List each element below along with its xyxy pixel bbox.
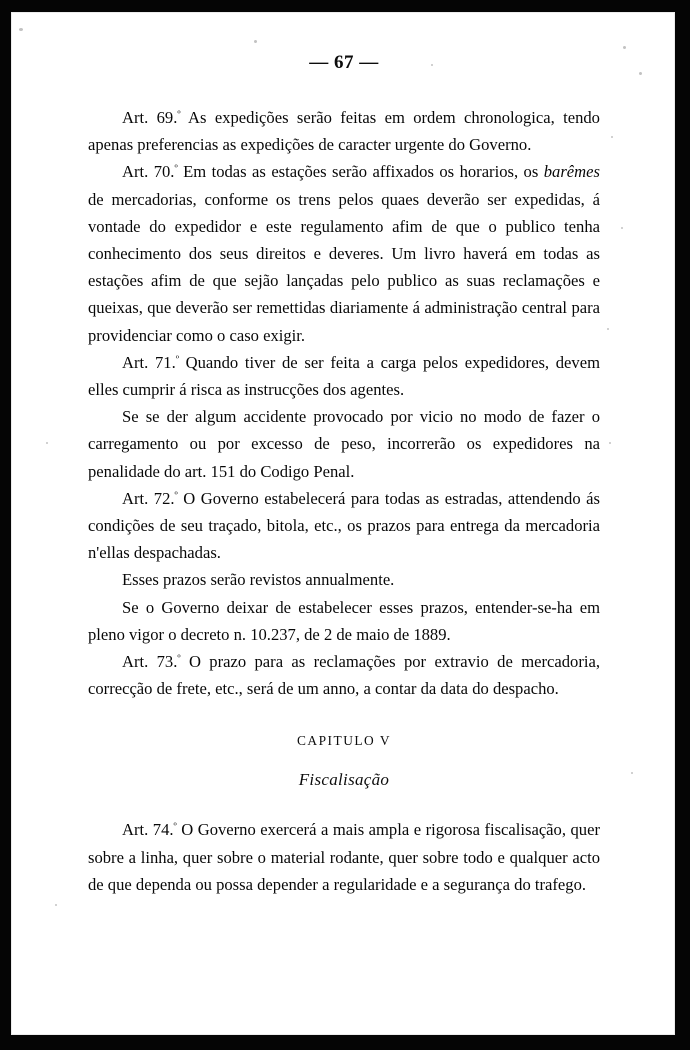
- ordinal-marker-72: º: [174, 490, 178, 502]
- paragraph-text-70-before-italic: Em todas as estações serão affixados os horarios, os: [177, 162, 544, 182]
- scan-speckle: [46, 442, 48, 444]
- chapter-label: CAPITULO V: [297, 733, 391, 749]
- text-column: [88, 52, 600, 898]
- scan-speckle: [609, 442, 611, 444]
- paragraph-art-70: [88, 158, 600, 348]
- scan-speckle: [639, 72, 642, 75]
- article-label-73: Art. 73.: [122, 652, 178, 672]
- paragraph-text-71: Quando tiver de ser feita a carga pelos expedidores, devem elles cumprir á risca as instrucções dos agentes.: [88, 352, 600, 400]
- page-sheet: [11, 12, 675, 1035]
- paragraph-text-revistos: Esses prazos serão revistos annualmente.: [122, 570, 395, 590]
- italic-term-baremes: barêmes: [543, 162, 600, 182]
- paragraph-art-74: [88, 816, 600, 898]
- chapter-title: Fiscalisação: [298, 770, 390, 790]
- article-label-71: Art. 71.: [122, 352, 176, 372]
- ordinal-marker-71: º: [175, 354, 179, 366]
- scan-speckle: [611, 136, 613, 138]
- ordinal-marker-69: º: [177, 109, 181, 121]
- paragraph-text-74: O Governo exercerá a mais ampla e rigorosa fiscalisação, quer sobre a linha, quer sobre o material rodante, quer sobre todo e qualquer acto de que dependa ou possa depender a regularidade e a segurança do trafego.: [88, 820, 600, 894]
- paragraph-text-decreto: Se o Governo deixar de estabelecer esses prazos, entender-se-ha em pleno vigor o decreto n. 10.237, de 2 de maio de 1889.: [88, 597, 600, 644]
- paragraph-text-73: O prazo para as reclamações por extravio de mercadoria, correcção de frete, etc., será de um anno, a contar da data do despacho.: [88, 652, 600, 699]
- scan-speckle: [623, 46, 626, 49]
- paragraph-art-73: [88, 648, 600, 702]
- ordinal-marker-74: º: [173, 822, 177, 834]
- paragraph-text-69: As expedições serão feitas em ordem chronologica, tendo apenas preferencias as expedições de caracter urgente do Governo.: [88, 108, 600, 155]
- scan-speckle: [631, 772, 633, 774]
- chapter-heading-block: [88, 733, 600, 790]
- paragraph-text-70-after-italic: de mercadorias, conforme os trens pelos quaes deverão ser expedidas, á vontade do expedidor e este regulamento afim de que o publico tenha conhecimento dos seus direitos e deveres. Um livro haverá em todas as estações afim de que sejão lançadas pelo publico as suas reclamações e queixas, que deverão ser remettidas diariamente á administração central para providenciar como o caso exigir.: [88, 189, 600, 345]
- paragraph-text-accidente: Se se der algum accidente provocado por vicio no modo de fazer o carregamento ou por excesso de peso, incorrerão os expedidores na penalidade do art. 151 do Codigo Penal.: [88, 407, 600, 481]
- scan-speckle: [607, 328, 609, 330]
- paragraph-text-72: O Governo estabelecerá para todas as estradas, attendendo ás condições de seu traçado, bitola, etc., os prazos para entrega da mercadoria n'ellas despachadas.: [88, 488, 600, 563]
- paragraph-decreto: [88, 594, 600, 648]
- paragraph-art-72: [88, 485, 600, 567]
- article-label-74: Art. 74.: [122, 820, 174, 840]
- article-label-72: Art. 72.: [122, 488, 175, 508]
- folio-dash-right: —: [359, 52, 379, 73]
- folio-dash-left: —: [309, 52, 329, 73]
- page-number: 67: [334, 52, 354, 73]
- ordinal-marker-73: º: [177, 653, 181, 665]
- scan-speckle: [19, 28, 23, 31]
- scan-speckle: [55, 904, 57, 906]
- paragraph-art-71: [88, 349, 600, 403]
- article-label-69: Art. 69.: [122, 108, 178, 127]
- scan-speckle: [621, 227, 623, 229]
- scan-speckle: [254, 40, 257, 43]
- ordinal-marker-70: º: [174, 164, 178, 176]
- article-label-70: Art. 70.: [122, 162, 175, 182]
- paragraph-revistos: [88, 566, 600, 593]
- page-folio: [88, 52, 600, 74]
- paragraph-accidente: [88, 403, 600, 485]
- paragraph-art-69: [88, 104, 600, 158]
